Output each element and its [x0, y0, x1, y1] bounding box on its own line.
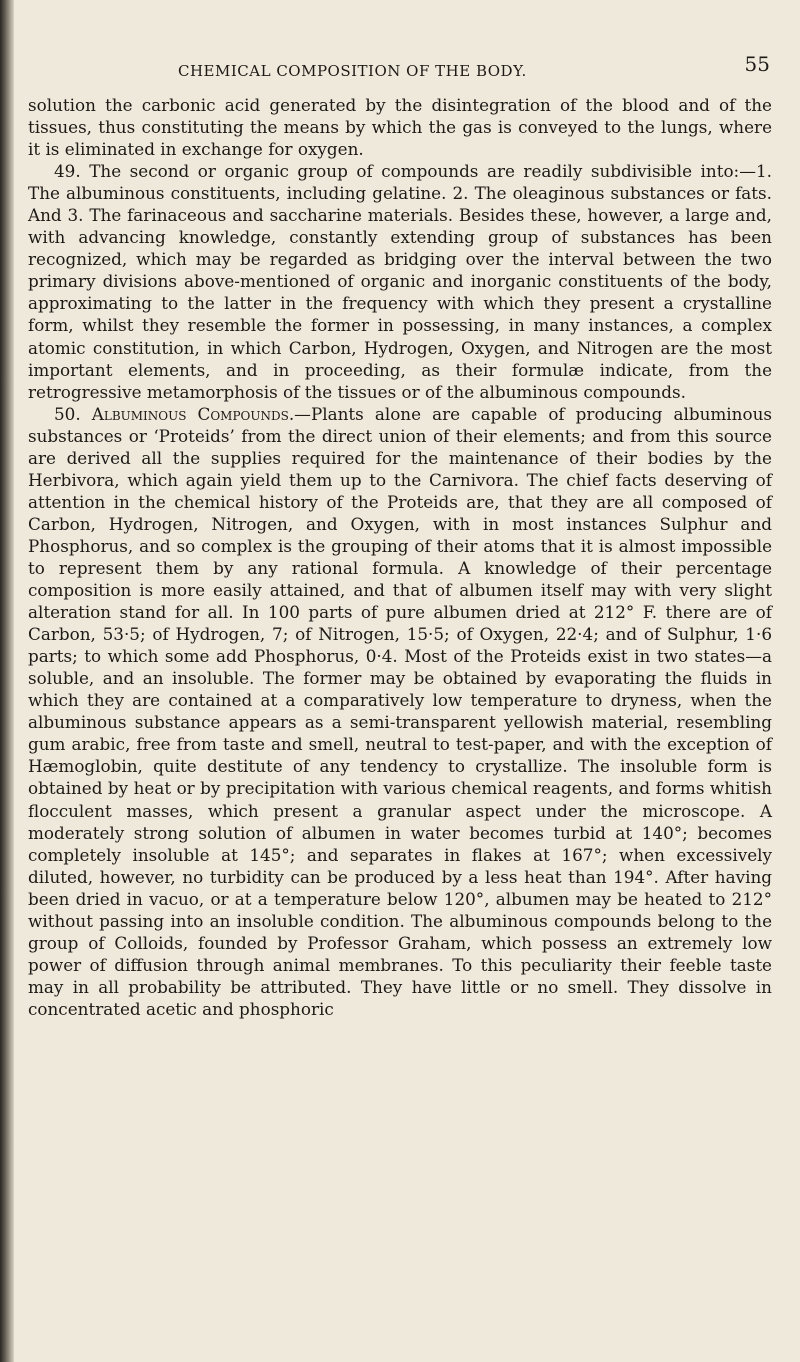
paragraph-49: 49. The second or organic group of compounds are readily subdivisible into:—1. The albuminous constituents, including gelatine. 2. The oleaginous substances or fats. And 3. The farinaceous and saccharine materials. Besides these, however, a large and, with advancing knowledge, constantly extending group of substances has been recognized, which may be regarded as bridging over the interval between the two primary divisions above-mentioned of organic and inorganic constituents of the body, approximating to the latter in the frequency with which they present a crystalline form, whilst they resemble the former in possessing, in many instances, a complex atomic constitution, in which Carbon, Hydrogen, Oxygen, and Nitrogen are the most important elements, and in proceeding, as their formulæ indicate, from the retrogressive metamorphosis of the tissues or of the albuminous compounds.: [28, 161, 772, 402]
paragraph-continuation: solution the carbonic acid generated by the disintegration of the blood and of the tissues, thus constituting the means by which the gas is conveyed to the lungs, where it is eliminated in exchange for oxygen.: [28, 95, 772, 160]
paragraph-50: [28, 403, 772, 1020]
running-head: [28, 52, 772, 86]
section-heading: 50. Albuminous Compounds.: [54, 403, 295, 424]
paragraph-50-text: —Plants alone are capable of producing albuminous substances or ‘Proteids’ from the direct union of their elements; and from this source are derived all the supplies required for the maintenance of their bodies by the Herbivora, which again yield them up to the Carnivora. The chief facts deserving of attention in the chemical history of the Proteids are, that they are all composed of Carbon, Hydrogen, Nitrogen, and Oxygen, with in most instances Sulphur and Phosphorus, and so complex is the grouping of their atoms that it is almost impossible to represent them by any rational formula. A knowledge of their percentage composition is more easily attained, and that of albumen itself may with very slight alteration stand for all. In 100 parts of pure albumen dried at 212° F. there are of Carbon, 53·5; of Hydrogen, 7; of Nitrogen, 15·5; of Oxygen, 22·4; and of Sulphur, 1·6 parts; to which some add Phosphorus, 0·4. Most of the Proteids exist in two states—a soluble, and an insoluble. The former may be obtained by evaporating the fluids in which they are contained at a comparatively low temperature to dryness, when the albuminous substance appears as a semi-transparent yellowish material, resembling gum arabic, free from taste and smell, neutral to test-paper, and with the exception of Hæmoglobin, quite destitute of any tendency to crystallize. The insoluble form is obtained by heat or by precipitation with various chemical reagents, and forms whitish flocculent masses, which present a granular aspect under the microscope. A moderately strong solution of albumen in water becomes turbid at 140°; becomes completely insoluble at 145°; and separates in flakes at 167°; when excessively diluted, however, no turbidity can be produced by a less heat than 194°. After having been dried in vacuo, or at a temperature below 120°, albumen may be heated to 212° without passing into an insoluble condition. The albuminous compounds belong to the group of Colloids, founded by Professor Graham, which possess an extremely low power of diffusion through animal membranes. To this peculiarity their feeble taste may in all probability be attributed. They have little or no smell. They dissolve in concentrated acetic and phosphoric: [28, 403, 772, 1019]
running-title: CHEMICAL COMPOSITION OF THE BODY.: [178, 62, 527, 80]
page-number: 55: [744, 52, 770, 76]
page-binding-edge: [0, 0, 14, 1362]
book-page: [28, 52, 772, 1020]
body-text: [28, 94, 772, 1020]
